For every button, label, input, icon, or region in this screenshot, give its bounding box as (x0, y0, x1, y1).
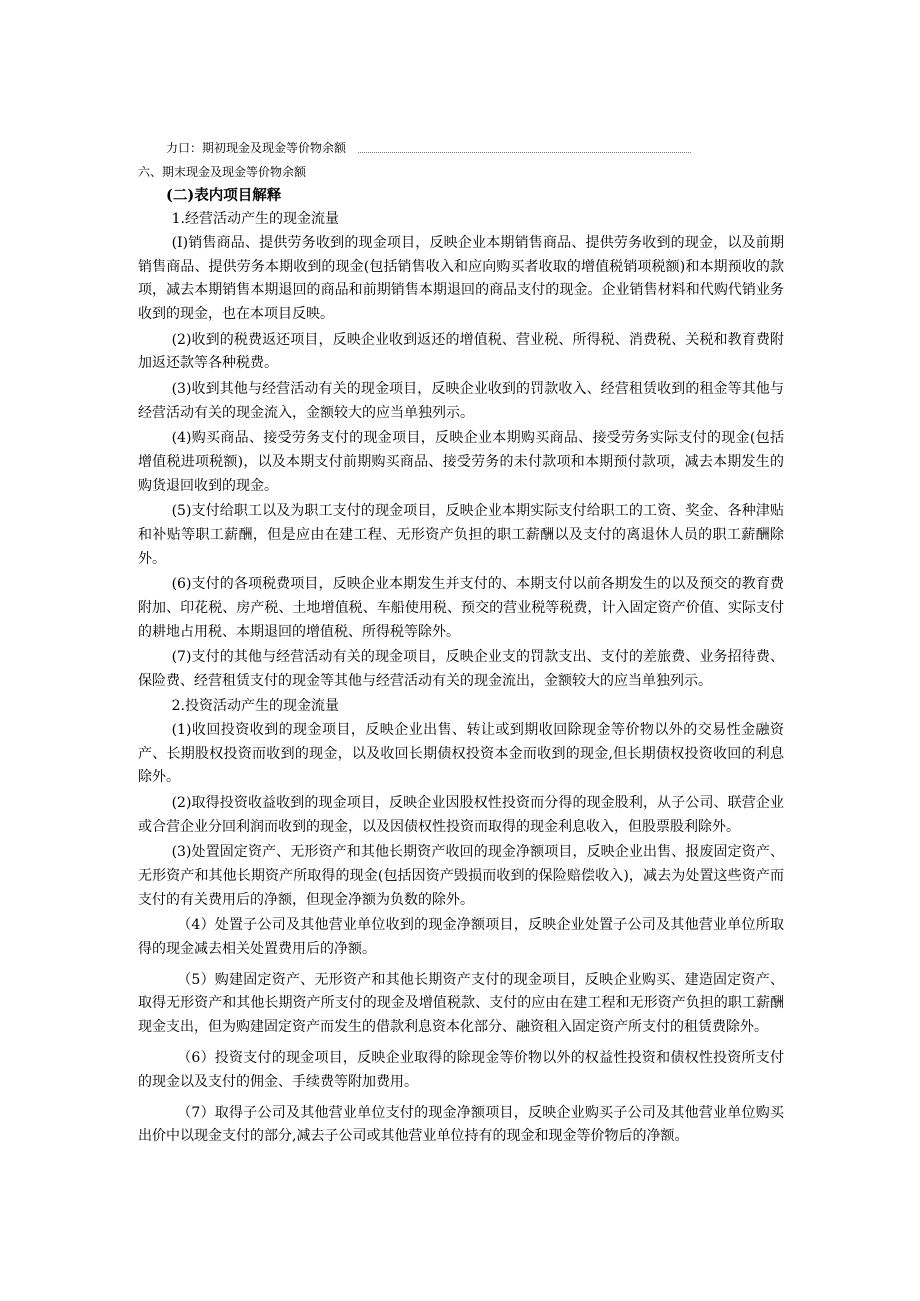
paragraph-investing-6: （6）投资支付的现金项目，反映企业取得的除现金等价物以外的权益性投资和债权性投资所支付的现金以及支付的佣金、手续费等附加费用。 (138, 1050, 784, 1090)
paragraph-operating-4: (4)购买商品、接受劳务支付的现金项目，反映企业本期购买商品、接受劳务实际支付的现金(包括增值税进项税额)，以及本期支付前期购买商品、接受劳务的未付款项和本期预付款项，减去本期发生的购货退回收到的现金。 (138, 429, 784, 494)
subsection-title-operating: 1.经营活动产生的现金流量 (171, 211, 339, 227)
paragraph-operating-2: (2)收到的税费返还项目，反映企业收到返还的增值税、营业税、所得税、消费税、关税和教育费附加返还款等各种税费。 (138, 331, 784, 372)
document-body (138, 208, 784, 1156)
dotted-leader (358, 152, 691, 153)
paragraph-operating-5: (5)支付给职工以及为职工支付的现金项目，反映企业本期实际支付给职工的工资、奖金、各种津贴和补贴等职工薪酬，但是应由在建工程、无形资产负担的职工薪酬以及支付的离退休人员的职工薪酬除外。 (138, 502, 784, 567)
subsection-title-investing: 2.投资活动产生的现金流量 (171, 698, 339, 715)
header-line-closing-balance: 六、期末现金及现金等价物余额 (138, 165, 307, 179)
paragraph-investing-2: (2)取得投资收益收到的现金项目，反映企业因股权性投资而分得的现金股利，从子公司、联营企业或合营企业分回利润而收到的现金，以及因债权性投资而取得的现金利息收入，但股票股利除外。 (138, 794, 784, 835)
paragraph-operating-7: (7)支付的其他与经营活动有关的现金项目，反映企业支的罚款支出、支付的差旅费、业务招待费、保险费、经营租赁支付的现金等其他与经营活动有关的现金流出，金额较大的应当单独列示。 (138, 648, 784, 689)
paragraph-investing-3: (3)处置固定资产、无形资产和其他长期资产收回的现金净额项目，反映企业出售、报废固定资产、无形资产和其他长期资产所取得的现金(包括因资产毁损而收到的保险赔偿收入)，减去为处置这些资产而支付的有关费用后的净额，但现金净额为负数的除外。 (138, 844, 784, 908)
paragraph-investing-4: （4）处置子公司及其他营业单位收到的现金净额项目，反映企业处置子公司及其他营业单位所取得的现金减去相关处置费用后的净额。 (138, 917, 784, 957)
header-line-opening-balance: 力口：期初现金及现金等价物余额 (166, 141, 347, 155)
paragraph-investing-5: （5）购建固定资产、无形资产和其他长期资产支付的现金项目，反映企业购买、建造固定资产、取得无形资产和其他长期资产所支付的现金及增值税款、支付的应由在建工程和无形资产负担的职工薪酬现金支出，但为购建固定资产而发生的借款利息资本化部分、融资租入固定资产所支付的租赁费除外。 (138, 971, 784, 1036)
paragraph-investing-1: (1)收回投资收到的现金项目，反映企业出售、转让或到期收回除现金等价物以外的交易性金融资产、长期股权投资而收到的现金，以及收回长期债权投资本金而收到的现金,但长期债权投资收回的利息除外。 (138, 721, 784, 786)
section-heading: (二)表内项目解释 (166, 187, 282, 204)
paragraph-operating-3: (3)收到其他与经营活动有关的现金项目，反映企业收到的罚款收入、经营租赁收到的租金等其他与经营活动有关的现金流入，金额较大的应当单独列示。 (138, 380, 784, 421)
paragraph-investing-7: （7）取得子公司及其他营业单位支付的现金净额项目，反映企业购买子公司及其他营业单位购买出价中以现金支付的部分,减去子公司或其他营业单位持有的现金和现金等价物后的净额。 (138, 1104, 784, 1145)
paragraph-operating-6: (6)支付的各项税费项目，反映企业本期发生并支付的、本期支付以前各期发生的以及预交的教育费附加、印花税、房产税、土地增值税、车船使用税、预交的营业税等税费，计入固定资产价值、实际支付的耕地占用税、本期退回的增值税、所得税等除外。 (138, 575, 784, 640)
paragraph-operating-1: (I)销售商品、提供劳务收到的现金项目，反映企业本期销售商品、提供劳务收到的现金，以及前期销售商品、提供劳务本期收到的现金(包括销售收入和应向购买者收取的增值税销项税额)和本期预收的款项，减去本期销售本期退回的商品和前期销售本期退回的商品支付的现金。企业销售材料和代购代销业务收到的现金，也在本项目反映。 (138, 234, 784, 323)
